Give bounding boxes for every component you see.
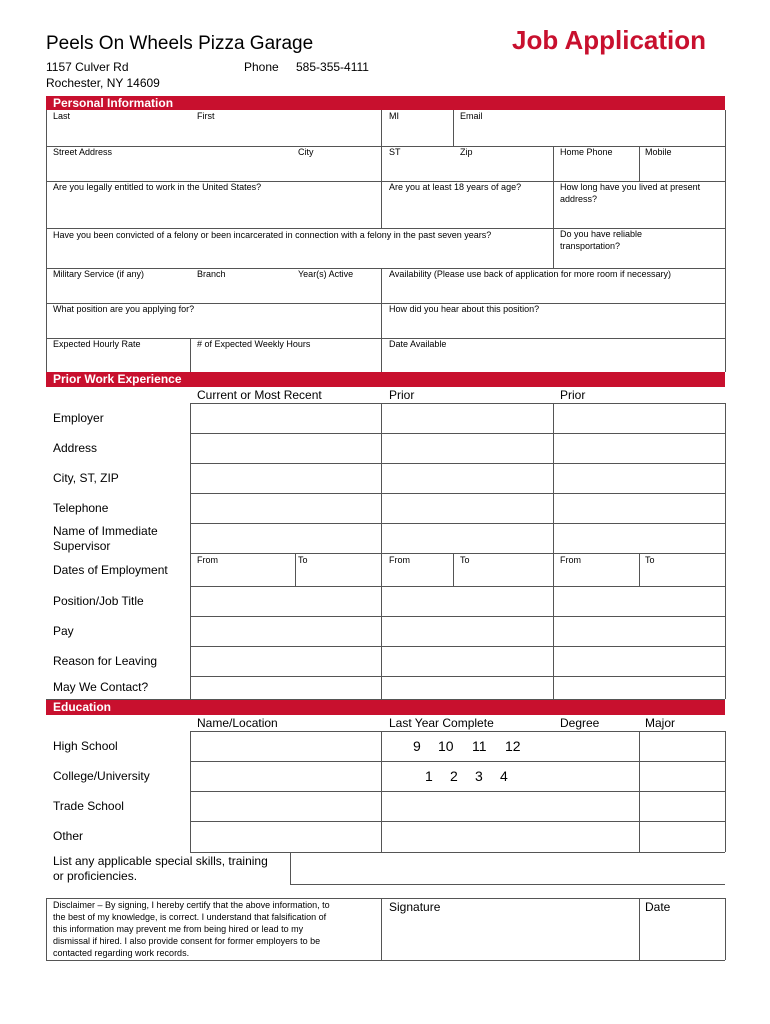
page-title: Job Application xyxy=(512,25,707,55)
zip-label: Zip xyxy=(460,147,473,157)
hs-year-9[interactable]: 9 xyxy=(413,738,421,754)
date-to-prior-2-field[interactable] xyxy=(640,566,724,585)
section-header-work: Prior Work Experience xyxy=(46,372,725,387)
first-name-label: First xyxy=(197,111,215,121)
employer-prior-2-field[interactable] xyxy=(554,404,724,432)
address-line-2: Rochester, NY 14609 xyxy=(46,76,160,90)
first-name-field[interactable] xyxy=(191,122,380,145)
from-label-prior-2: From xyxy=(560,555,581,565)
date-field[interactable] xyxy=(640,915,724,959)
telephone-prior-1-field[interactable] xyxy=(382,494,552,522)
email-label: Email xyxy=(460,111,483,121)
column-degree-label: Degree xyxy=(560,716,600,730)
date-from-current-field[interactable] xyxy=(191,566,294,585)
supervisor-label-2: Supervisor xyxy=(53,539,111,553)
pay-current-field[interactable] xyxy=(191,617,380,645)
from-label-current: From xyxy=(197,555,218,565)
position-applying-label: What position are you applying for? xyxy=(53,304,195,314)
email-field[interactable] xyxy=(454,122,724,145)
street-address-label: Street Address xyxy=(53,147,113,157)
date-available-field[interactable] xyxy=(382,351,724,371)
hourly-rate-field[interactable] xyxy=(47,351,189,371)
supervisor-current-field[interactable] xyxy=(191,524,380,552)
years-active-label: Year(s) Active xyxy=(298,269,354,279)
availability-label: Availability (Please use back of application for more room if necessary) xyxy=(389,269,671,279)
date-to-prior-1-field[interactable] xyxy=(454,566,552,585)
trade-school-label: Trade School xyxy=(53,799,124,813)
signature-field[interactable] xyxy=(382,915,638,959)
supervisor-prior-1-field[interactable] xyxy=(382,524,552,552)
reason-current-field[interactable] xyxy=(191,647,380,675)
high-school-degree-field[interactable] xyxy=(554,732,638,760)
city-prior-2-field[interactable] xyxy=(554,464,724,492)
mobile-field[interactable] xyxy=(640,158,724,180)
disclaimer-line-1: Disclaimer – By signing, I hereby certify that the above information, to xyxy=(53,900,330,910)
employer-prior-1-field[interactable] xyxy=(382,404,552,432)
home-phone-field[interactable] xyxy=(554,158,638,180)
phone-label: Phone xyxy=(244,60,279,74)
street-address-field[interactable] xyxy=(47,158,380,180)
address-prior-2-field[interactable] xyxy=(554,434,724,462)
date-available-label: Date Available xyxy=(389,339,447,349)
telephone-prior-2-field[interactable] xyxy=(554,494,724,522)
college-year-2[interactable]: 2 xyxy=(450,768,458,784)
city-current-field[interactable] xyxy=(191,464,380,492)
date-to-current-field[interactable] xyxy=(296,566,380,585)
transportation-label: Do you have reliable xyxy=(560,229,643,239)
military-service-field[interactable] xyxy=(47,281,380,302)
city-st-zip-label: City, ST, ZIP xyxy=(53,471,119,485)
company-name: Peels On Wheels Pizza Garage xyxy=(46,33,314,54)
reason-for-leaving-label: Reason for Leaving xyxy=(53,654,158,668)
supervisor-label: Name of Immediate xyxy=(53,524,158,538)
contact-prior-1-field[interactable] xyxy=(382,677,552,698)
residence-duration-label: How long have you lived at present xyxy=(560,182,701,192)
skills-label-2: or proficiencies. xyxy=(53,869,138,883)
contact-prior-2-field[interactable] xyxy=(554,677,724,698)
to-label-prior-2: To xyxy=(645,555,655,565)
employer-label: Employer xyxy=(53,411,104,425)
other-education-label: Other xyxy=(53,829,84,843)
signature-label: Signature xyxy=(389,900,441,914)
weekly-hours-label: # of Expected Weekly Hours xyxy=(197,339,311,349)
military-service-label: Military Service (if any) xyxy=(53,269,145,279)
column-prior-2-label: Prior xyxy=(560,388,586,402)
transportation-field[interactable] xyxy=(554,254,724,267)
other-name-field[interactable] xyxy=(191,822,380,851)
high-school-name-field[interactable] xyxy=(191,732,380,760)
trade-school-name-field[interactable] xyxy=(191,792,380,820)
felony-field[interactable] xyxy=(47,244,552,267)
address-current-field[interactable] xyxy=(191,434,380,462)
middle-initial-field[interactable] xyxy=(382,122,452,145)
section-header-education: Education xyxy=(46,700,725,715)
disclaimer-line-3: this information may prevent me from being hired or lead to my xyxy=(53,924,304,934)
job-title-label: Position/Job Title xyxy=(53,594,144,608)
transportation-label-2: transportation? xyxy=(560,241,621,251)
trade-school-year-field[interactable] xyxy=(382,792,638,820)
state-label: ST xyxy=(389,147,401,157)
date-label: Date xyxy=(645,900,671,914)
college-major-field[interactable] xyxy=(640,762,724,790)
other-major-field[interactable] xyxy=(640,822,724,851)
residence-duration-label-2: address? xyxy=(560,194,598,204)
hs-year-11[interactable]: 11 xyxy=(472,738,487,754)
college-year-4[interactable]: 4 xyxy=(500,768,508,784)
telephone-current-field[interactable] xyxy=(191,494,380,522)
high-school-major-field[interactable] xyxy=(640,732,724,760)
contact-current-field[interactable] xyxy=(191,677,380,698)
reason-prior-1-field[interactable] xyxy=(382,647,552,675)
disclaimer-line-5: contacted regarding work records. xyxy=(53,948,190,958)
disclaimer-line-2: the best of my knowledge, is correct. I understand that falsification of xyxy=(53,912,327,922)
college-name-field[interactable] xyxy=(191,762,380,790)
hs-year-12[interactable]: 12 xyxy=(505,738,521,754)
branch-label: Branch xyxy=(197,269,226,279)
address-line-1: 1157 Culver Rd xyxy=(46,60,129,74)
reason-prior-2-field[interactable] xyxy=(554,647,724,675)
last-name-label: Last xyxy=(53,111,71,121)
telephone-label: Telephone xyxy=(53,501,109,515)
from-label-prior-1: From xyxy=(389,555,410,565)
city-label: City xyxy=(298,147,314,157)
employer-current-field[interactable] xyxy=(191,404,380,432)
college-label: College/University xyxy=(53,769,150,783)
phone-number: 585-355-4111 xyxy=(296,60,369,74)
home-phone-label: Home Phone xyxy=(560,147,613,157)
high-school-label: High School xyxy=(53,739,118,753)
hourly-rate-label: Expected Hourly Rate xyxy=(53,339,141,349)
column-current-label: Current or Most Recent xyxy=(197,388,322,402)
column-name-location-label: Name/Location xyxy=(197,716,278,730)
date-from-prior-1-field[interactable] xyxy=(382,566,452,585)
supervisor-prior-2-field[interactable] xyxy=(554,524,724,552)
middle-initial-label: MI xyxy=(389,111,399,121)
skills-label: List any applicable special skills, training xyxy=(53,854,268,868)
position-applying-field[interactable] xyxy=(47,316,380,337)
age-field[interactable] xyxy=(382,195,552,227)
column-major-label: Major xyxy=(645,716,676,730)
hs-year-10[interactable]: 10 xyxy=(438,738,454,754)
dates-of-employment-label: Dates of Employment xyxy=(53,563,168,577)
heard-about-field[interactable] xyxy=(382,316,724,337)
heard-about-label: How did you hear about this position? xyxy=(389,304,540,314)
pay-prior-1-field[interactable] xyxy=(382,617,552,645)
trade-school-major-field[interactable] xyxy=(640,792,724,820)
city-prior-1-field[interactable] xyxy=(382,464,552,492)
college-year-3[interactable]: 3 xyxy=(475,768,483,784)
legal-work-label: Are you legally entitled to work in the United States? xyxy=(53,182,262,192)
other-year-field[interactable] xyxy=(382,822,638,851)
may-we-contact-label: May We Contact? xyxy=(53,680,149,694)
last-name-field[interactable] xyxy=(47,122,190,145)
to-label-prior-1: To xyxy=(460,555,470,565)
pay-prior-2-field[interactable] xyxy=(554,617,724,645)
residence-duration-field[interactable] xyxy=(554,207,724,227)
address-prior-1-field[interactable] xyxy=(382,434,552,462)
job-title-current-field[interactable] xyxy=(191,587,380,615)
date-from-prior-2-field[interactable] xyxy=(554,566,638,585)
college-degree-field[interactable] xyxy=(554,762,638,790)
section-header-personal: Personal Information xyxy=(46,96,725,110)
skills-field[interactable] xyxy=(291,853,724,883)
college-year-1[interactable]: 1 xyxy=(425,768,433,784)
weekly-hours-field[interactable] xyxy=(191,351,380,371)
felony-label: Have you been convicted of a felony or been incarcerated in connection with a felony in the past seven years? xyxy=(53,230,492,240)
availability-field[interactable] xyxy=(382,281,724,302)
job-title-prior-1-field[interactable] xyxy=(382,587,552,615)
employer-address-label: Address xyxy=(53,441,98,455)
to-label-current: To xyxy=(298,555,308,565)
column-last-year-label: Last Year Complete xyxy=(389,716,494,730)
mobile-label: Mobile xyxy=(645,147,672,157)
pay-label: Pay xyxy=(53,624,74,638)
age-label: Are you at least 18 years of age? xyxy=(389,182,522,192)
job-title-prior-2-field[interactable] xyxy=(554,587,724,615)
column-prior-1-label: Prior xyxy=(389,388,415,402)
state-zip-field[interactable] xyxy=(382,158,552,180)
disclaimer-line-4: dismissal if hired. I also provide consent for former employers to be xyxy=(53,936,321,946)
legal-work-field[interactable] xyxy=(47,195,380,227)
